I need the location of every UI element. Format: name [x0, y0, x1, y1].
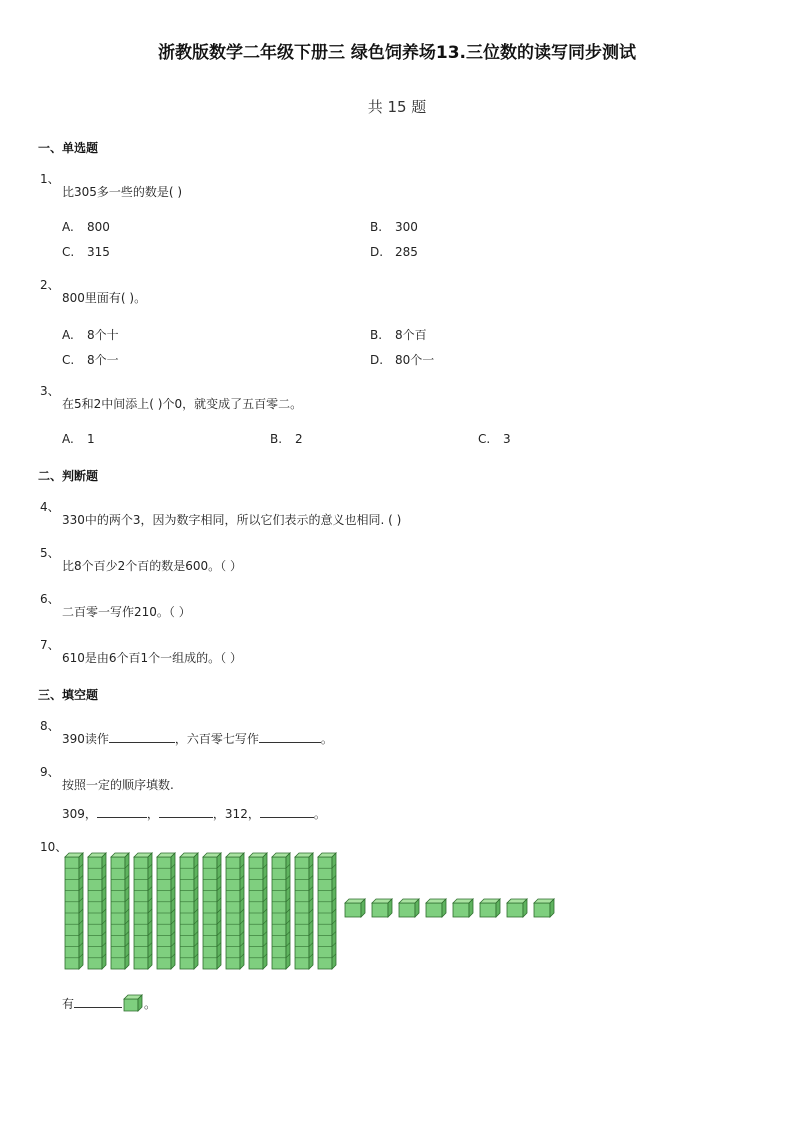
question-number-2: 2、 [40, 278, 60, 292]
option-letter: C. [62, 245, 75, 259]
question-text-5: 比8个百少2个百的数是600。（ ） [62, 559, 242, 573]
option-2d[interactable] [370, 351, 434, 368]
option-text: 8个百 [395, 328, 427, 342]
question-text-8 [62, 730, 333, 747]
option-letter: D. [370, 353, 384, 367]
option-letter: A. [62, 328, 74, 342]
question-number-3: 3、 [40, 384, 60, 398]
question-number-5: 5、 [40, 546, 60, 560]
unit-cube [344, 898, 366, 918]
option-2b[interactable] [370, 326, 427, 343]
ten-rod [64, 852, 84, 970]
page-title: 浙教版数学二年级下册三 绿色饲养场13.三位数的读写同步测试 [157, 43, 637, 63]
text-part: 390读作 [62, 732, 109, 746]
option-text: 315 [87, 245, 110, 259]
option-letter: C. [478, 432, 491, 446]
text-part: ，六百零七写作 [174, 732, 259, 746]
option-2c[interactable] [62, 351, 119, 368]
ten-rod [202, 852, 222, 970]
section-true-false: 二、判断题 [38, 469, 99, 483]
unit-cube [506, 898, 528, 918]
unit-cube-icon [122, 994, 144, 1012]
option-3c[interactable] [478, 432, 511, 446]
option-text: 2 [295, 432, 303, 446]
option-3b[interactable] [270, 432, 303, 446]
unit-cube [398, 898, 420, 918]
option-text: 1 [87, 432, 95, 446]
question-text-2: 800里面有( )。 [62, 291, 147, 305]
question-number-1: 1、 [40, 172, 60, 186]
option-3a[interactable] [62, 432, 95, 446]
option-1c[interactable] [62, 245, 110, 259]
question-number-10: 10、 [40, 840, 68, 854]
section-single-choice: 一、单选题 [38, 141, 99, 155]
question-text-10 [62, 995, 156, 1014]
text-part: 。 [320, 732, 333, 746]
ten-rod [271, 852, 291, 970]
answer-blank-2[interactable] [259, 730, 321, 743]
option-letter: B. [370, 328, 383, 342]
text-part: 309， [62, 807, 97, 821]
option-letter: D. [370, 245, 384, 259]
option-text: 300 [395, 220, 418, 234]
option-1a[interactable] [62, 220, 110, 234]
question-count: 共 15 题 [367, 98, 427, 116]
answer-blank-1[interactable] [74, 995, 122, 1008]
option-letter: B. [270, 432, 283, 446]
unit-cube [371, 898, 393, 918]
option-text: 3 [503, 432, 511, 446]
option-letter: A. [62, 432, 74, 446]
question-text-9: 按照一定的顺序填数. [62, 778, 174, 792]
text-part: 有 [62, 997, 75, 1011]
answer-blank-3[interactable] [260, 805, 314, 818]
question-number-8: 8、 [40, 719, 60, 733]
ten-rod [156, 852, 176, 970]
unit-cube [533, 898, 555, 918]
ten-rod [225, 852, 245, 970]
option-letter: B. [370, 220, 383, 234]
section-fill-in: 三、填空题 [38, 688, 99, 702]
question-text-3: 在5和2中间添上( )个0，就变成了五百零二。 [62, 397, 303, 411]
question-text-7: 610是由6个百1个一组成的。（ ） [62, 651, 242, 665]
option-1d[interactable] [370, 245, 418, 259]
unit-cube [452, 898, 474, 918]
option-letter: A. [62, 220, 74, 234]
ten-rod [179, 852, 199, 970]
answer-blank-2[interactable] [159, 805, 213, 818]
answer-blank-1[interactable] [109, 730, 175, 743]
option-text: 800 [87, 220, 110, 234]
question-number-4: 4、 [40, 500, 60, 514]
ten-rod [87, 852, 107, 970]
unit-cube [425, 898, 447, 918]
option-letter: C. [62, 353, 75, 367]
answer-blank-1[interactable] [97, 805, 147, 818]
question-number-9: 9、 [40, 765, 60, 779]
question-text-1: 比305多一些的数是( ) [62, 185, 183, 199]
text-part: 。 [144, 997, 157, 1011]
ten-rod [110, 852, 130, 970]
option-2a[interactable] [62, 326, 119, 343]
question-text-4: 330中的两个3，因为数字相同，所以它们表示的意义也相同. ( ) [62, 513, 402, 527]
text-part: 。 [313, 807, 326, 821]
option-text: 8个一 [87, 353, 119, 367]
option-text: 80个一 [395, 353, 435, 367]
sequence-line [62, 805, 326, 822]
option-text: 285 [395, 245, 418, 259]
text-part: ，312， [212, 807, 260, 821]
question-number-6: 6、 [40, 592, 60, 606]
ten-rod [133, 852, 153, 970]
option-text: 8个十 [87, 328, 119, 342]
question-number-7: 7、 [40, 638, 60, 652]
ten-rod [294, 852, 314, 970]
text-part: ， [146, 807, 159, 821]
question-text-6: 二百零一写作210。（ ） [62, 605, 191, 619]
ten-rod [317, 852, 337, 970]
option-1b[interactable] [370, 220, 418, 234]
ten-rod [248, 852, 268, 970]
unit-cube [479, 898, 501, 918]
